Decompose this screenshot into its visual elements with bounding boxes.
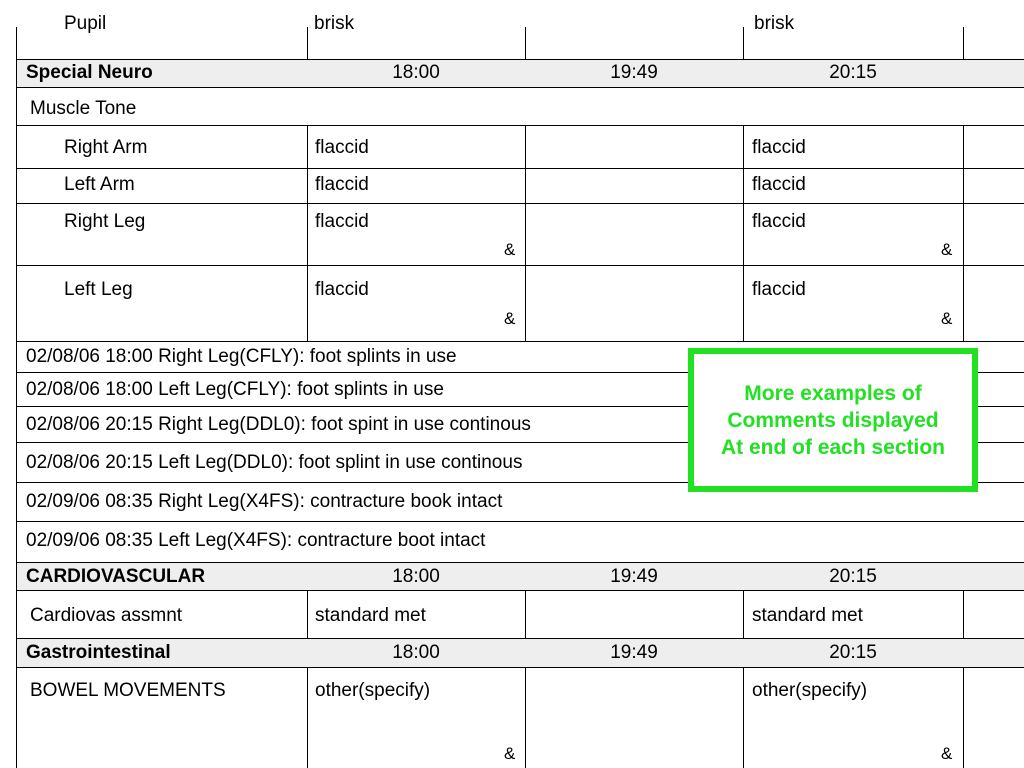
time-col-3: 20:15: [829, 62, 877, 83]
bowel-value-1: other(specify): [315, 680, 431, 701]
comment-line: 02/08/06 18:00 Left Leg(CFLY): foot splints in use: [26, 379, 444, 400]
comments-callout: [688, 348, 978, 492]
right-arm-value-3: flaccid: [752, 137, 806, 158]
clipped-value-1: brisk: [314, 13, 355, 34]
time-col-1: 18:00: [392, 566, 440, 587]
row-label-left-leg: Left Leg: [64, 279, 133, 300]
clipped-value-3: brisk: [754, 13, 795, 34]
time-col-3: 20:15: [829, 642, 877, 663]
clipped-top-row: [16, 13, 1024, 37]
cardiovas-row-label: Cardiovas assmnt: [30, 605, 183, 626]
right-leg-value-3: flaccid: [752, 211, 806, 232]
left-arm-value-3: flaccid: [752, 174, 806, 195]
row-label-right-arm: Right Arm: [64, 137, 148, 158]
bowel-row-label: BOWEL MOVEMENTS: [30, 680, 226, 701]
cardiovascular-title: CARDIOVASCULAR: [26, 566, 206, 587]
callout-line-1: More examples of: [744, 381, 922, 405]
cardiovas-value-3: standard met: [752, 605, 863, 626]
left-leg-value-1: flaccid: [315, 279, 369, 300]
special-neuro-title: Special Neuro: [26, 62, 153, 83]
comment-line: 02/08/06 20:15 Left Leg(DDL0): foot splint in use continous: [26, 452, 523, 473]
callout-line-2: Comments displayed: [727, 408, 939, 432]
right-leg-amp-3: &: [941, 240, 953, 259]
time-col-1: 18:00: [392, 642, 440, 663]
callout-line-3: At end of each section: [720, 435, 946, 459]
left-arm-value-1: flaccid: [315, 174, 369, 195]
gastrointestinal-title: Gastrointestinal: [26, 642, 171, 663]
bowel-amp-1: &: [504, 744, 516, 763]
left-leg-amp-1: &: [504, 309, 516, 328]
time-col-3: 20:15: [829, 566, 877, 587]
right-leg-value-1: flaccid: [315, 211, 369, 232]
time-col-1: 18:00: [392, 62, 440, 83]
comment-line: 02/08/06 18:00 Right Leg(CFLY): foot splints in use: [26, 346, 457, 367]
right-arm-value-1: flaccid: [315, 137, 369, 158]
right-leg-amp-1: &: [504, 240, 516, 259]
left-leg-value-3: flaccid: [752, 279, 806, 300]
bowel-amp-3: &: [941, 744, 953, 763]
clipped-label: Pupil: [64, 13, 107, 34]
comment-line: 02/09/06 08:35 Right Leg(X4FS): contracture book intact: [26, 491, 503, 512]
comment-line: 02/09/06 08:35 Left Leg(X4FS): contracture boot intact: [26, 530, 486, 551]
time-col-2: 19:49: [610, 62, 658, 83]
cardiovas-value-1: standard met: [315, 605, 426, 626]
row-label-right-leg: Right Leg: [64, 211, 146, 232]
comment-line: 02/08/06 20:15 Right Leg(DDL0): foot spint in use continous: [26, 414, 531, 435]
left-leg-amp-3: &: [941, 309, 953, 328]
row-label-left-arm: Left Arm: [64, 174, 135, 195]
time-col-2: 19:49: [610, 642, 658, 663]
muscle-tone-subheading: Muscle Tone: [30, 98, 137, 119]
bowel-value-3: other(specify): [752, 680, 868, 701]
time-col-2: 19:49: [610, 566, 658, 587]
